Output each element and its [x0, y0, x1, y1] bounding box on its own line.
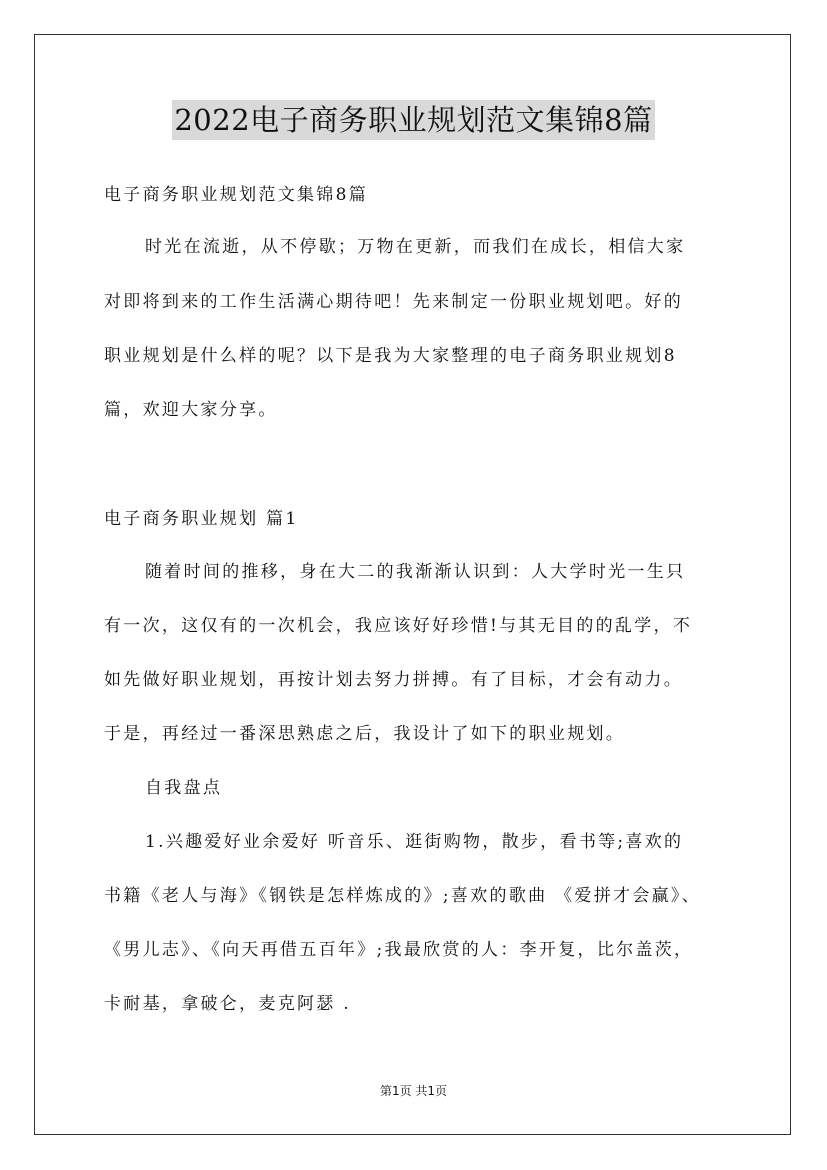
document-title: 2022电子商务职业规划范文集锦8篇 [172, 100, 654, 140]
paragraph-line: 有一次，这仅有的一次机会，我应该好好珍惜!与其无目的的乱学，不 [104, 616, 693, 636]
section-heading: 电子商务职业规划 篇1 [104, 509, 299, 529]
title-container [0, 100, 827, 140]
page-number: 第1页 共1页 [379, 1084, 448, 1098]
paragraph-line: 如先做好职业规划，再按计划去努力拼搏。有了目标，才会有动力。 [104, 670, 683, 690]
paragraph-line: 《男儿志》、《向天再借五百年》;我最欣赏的人：李开复，比尔盖茨， [104, 940, 694, 960]
subsection-heading: 自我盘点 [145, 778, 223, 798]
subtitle: 电子商务职业规划范文集锦8篇 [104, 185, 369, 205]
intro-line: 时光在流逝，从不停歇；万物在更新，而我们在成长，相信大家 [145, 237, 686, 257]
paragraph-line: 随着时间的推移，身在大二的我渐渐认识到：人大学时光一生只 [145, 562, 686, 582]
paragraph-line: 卡耐基，拿破仑，麦克阿瑟 . [104, 994, 352, 1014]
paragraph-line: 书籍《老人与海》《钢铁是怎样炼成的》;喜欢的歌曲 《爱拼才会赢》、 [104, 886, 702, 906]
intro-line: 职业规划是什么样的呢？以下是我为大家整理的电子商务职业规划8 [104, 346, 677, 366]
intro-line: 篇，欢迎大家分享。 [104, 400, 278, 420]
intro-line: 对即将到来的工作生活满心期待吧！先来制定一份职业规划吧。好的 [104, 292, 683, 312]
paragraph-line: 于是，再经过一番深思熟虑之后，我设计了如下的职业规划。 [104, 724, 626, 744]
paragraph-line: 1.兴趣爱好业余爱好 听音乐、逛街购物，散步，看书等;喜欢的 [145, 832, 684, 852]
